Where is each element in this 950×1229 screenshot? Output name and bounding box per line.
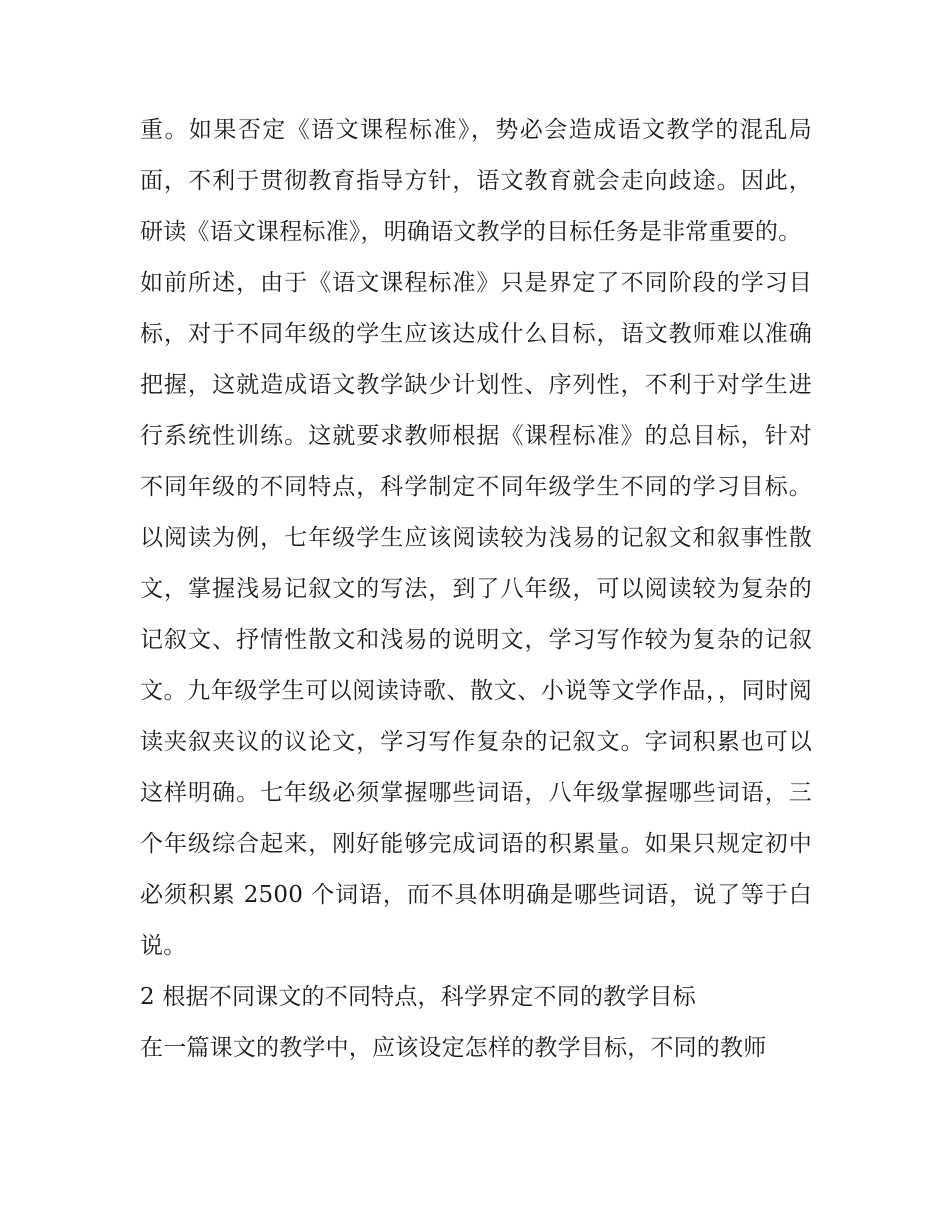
- section-heading: 2 根据不同课文的不同特点，科学界定不同的教学目标: [140, 984, 696, 1010]
- document-body: [140, 105, 812, 1074]
- paragraph-3: 在一篇课文的教学中，应该设定怎样的教学目标，不同的教师: [140, 1035, 767, 1061]
- paragraph-2: 如前所述，由于《语文课程标准》只是界定了不同阶段的学习目标，对于不同年级的学生应该达成什么目标，语文教师难以准确把握，这就造成语文教学缺少计划性、序列性，不利于对学生进行系统性训练。这就要求教师根据《课程标准》的总目标，针对不同年级的不同特点，科学制定不同年级学生不同的学习目标。以阅读为例，七年级学生应该阅读较为浅易的记叙文和叙事性散文，掌握浅易记叙文的写法，到了八年级，可以阅读较为复杂的记叙文、抒情性散文和浅易的说明文，学习写作较为复杂的记叙文。九年级学生可以阅读诗歌、散文、小说等文学作品，，同时阅读夹叙夹议的议论文，学习写作复杂的记叙文。字词积累也可以这样明确。七年级必须掌握哪些词语，八年级掌握哪些词语，三个年级综合起来，刚好能够完成词语的积累量。如果只规定初中必须积累 2500 个词语，而不具体明确是哪些词语，说了等于白说。: [140, 270, 812, 959]
- paragraph-1: 重。如果否定《语文课程标准》，势必会造成语文教学的混乱局面，不利于贯彻教育指导方针，语文教育就会走向歧途。因此，研读《语文课程标准》，明确语文教学的目标任务是非常重要的。: [140, 117, 812, 245]
